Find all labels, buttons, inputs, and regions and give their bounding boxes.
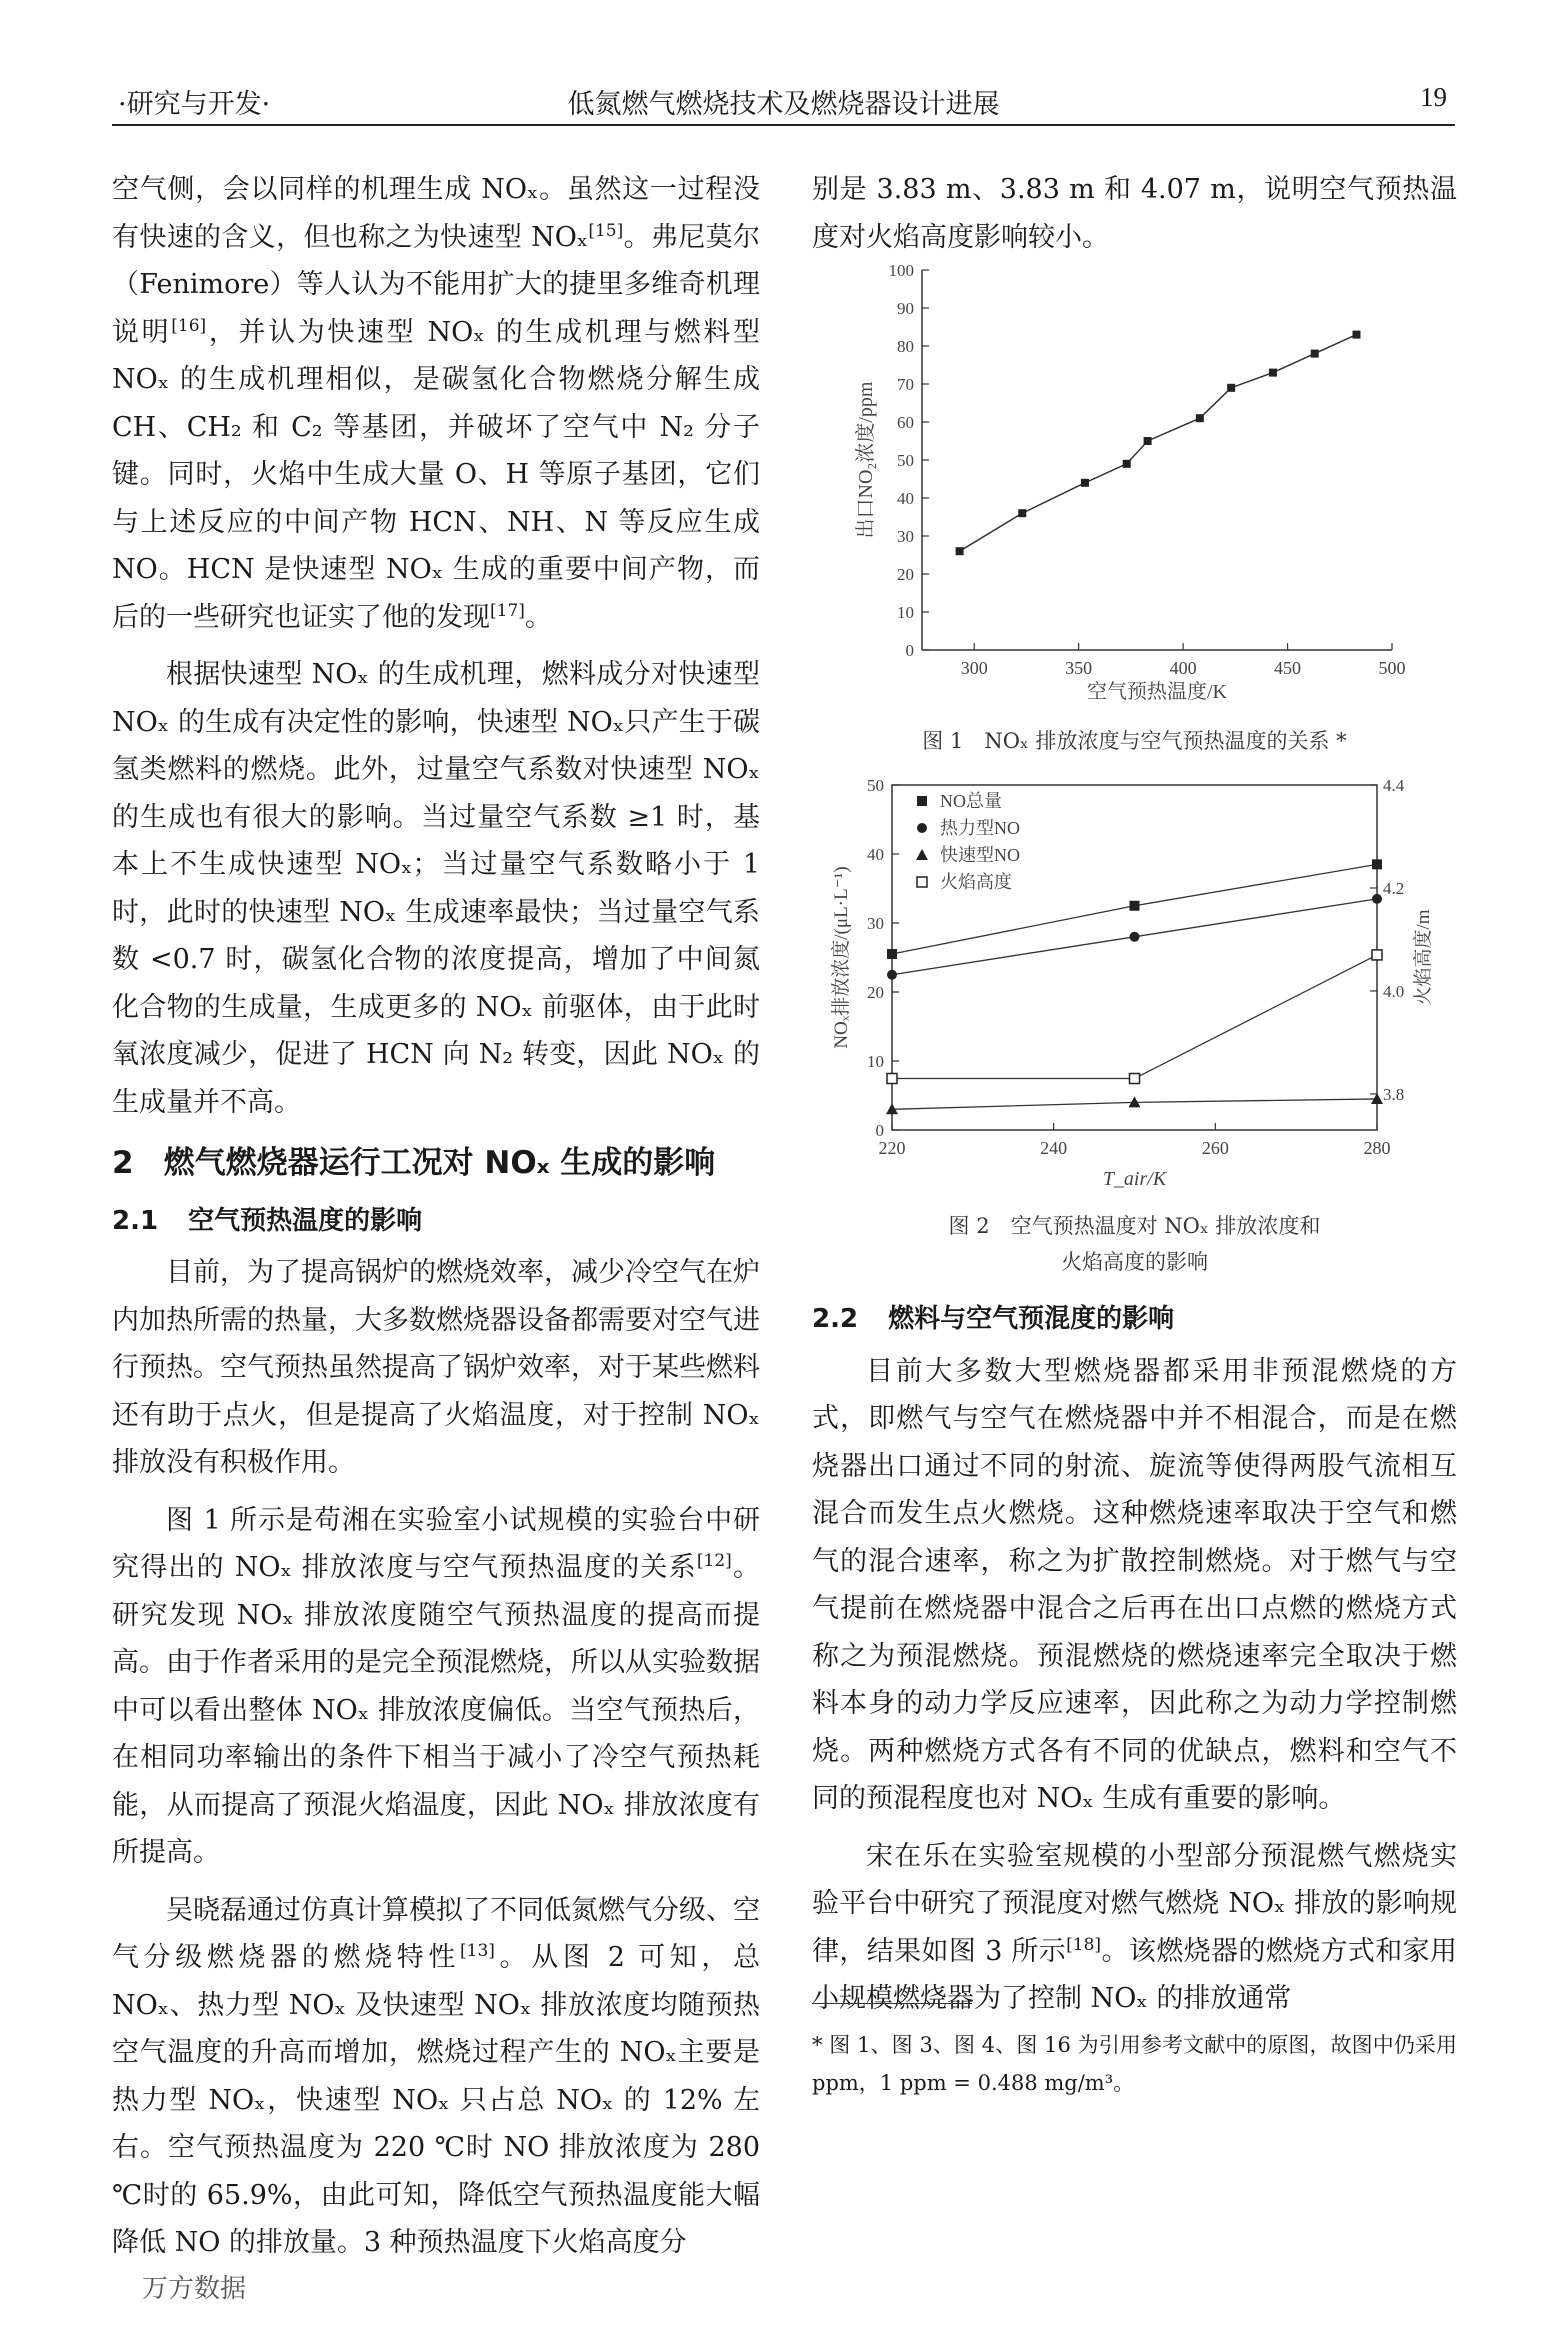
y-tick-label: 50 (897, 451, 914, 470)
data-point (1269, 369, 1277, 377)
y-tick-label: 10 (867, 1052, 884, 1071)
y-tick-label: 100 (888, 261, 914, 280)
x-tick-label: 280 (1363, 1138, 1391, 1158)
x-tick-label: 240 (1040, 1138, 1068, 1158)
y-tick-label: 50 (867, 776, 884, 795)
subsection-heading: 2.1 空气预热温度的影响 (112, 1205, 423, 1236)
y-tick-label: 30 (897, 527, 914, 546)
y-tick-label: 0 (905, 641, 914, 660)
x-tick-label: 500 (1378, 658, 1406, 678)
watermark-footer: 万方数据 (142, 2274, 247, 2304)
data-point (1130, 932, 1140, 942)
figure-1-chart (812, 250, 1462, 730)
paragraph: 吴晓磊通过仿真计算模拟了不同低氮燃气分级、空气分级燃烧器的燃烧特性[13]。从图 2 可知，总 NOₓ、热力型 NOₓ 及快速型 NOₓ 排放浓度均随预热空气温度的升高而增加，燃烧过程产生的 NOₓ主要是热力型 NOₓ，快速型 NOₓ 只占总 NOₓ 的 12% 左右。空气预热温度为 220 ℃时 NO 排放浓度为 280 ℃时的 65.9%，由此可知，降低空气预热温度能大幅降低 NO 的排放量。3 种预热温度下火焰高度分 (112, 1894, 761, 2258)
section-heading: 2 燃气燃烧器运行工况对 NOₓ 生成的影响 (112, 1145, 716, 1181)
paragraph: 目前，为了提高锅炉的燃烧效率，减少冷空气在炉内加热所需的热量，大多数燃烧器设备都需要对空气进行预热。空气预热虽然提高了锅炉效率，对于某些燃料还有助于点火，但是提高了火焰温度，对于控制 NOₓ 排放没有积极作用。 (112, 1257, 760, 1478)
x-axis-label: T_air/K (1102, 1168, 1167, 1190)
y-tick-label: 60 (897, 413, 914, 432)
data-point (1196, 414, 1204, 422)
y-tick-label: 0 (875, 1121, 884, 1140)
data-point (887, 970, 897, 980)
data-point (917, 796, 927, 806)
legend-label: 快速型NO (940, 845, 1020, 865)
right-column-top (812, 166, 1457, 261)
page-number: 19 (1420, 82, 1447, 112)
footnote-rule (812, 2003, 972, 2004)
right-y-tick-label: 4.4 (1383, 776, 1405, 795)
x-tick-label: 400 (1169, 658, 1197, 678)
data-point (917, 823, 927, 833)
footnote: * 图 1、图 3、图 4、图 16 为引用参考文献中的原图，故图中仍采用 ppm，1 ppm = 0.488 mg/m³。 (812, 2033, 1457, 2095)
right-column-bottom (812, 1294, 1457, 2023)
y-tick-label: 20 (897, 565, 914, 584)
left-column (112, 166, 760, 2267)
paragraph: 宋在乐在实验室规模的小型部分预混燃气燃烧实验平台中研究了预混度对燃气燃烧 NOₓ 排放的影响规律，结果如图 3 所示[18]。该燃烧器的燃烧方式和家用小规模燃烧器为了控制 NOₓ 的排放通常 (812, 1840, 1458, 2014)
y-axis-label: 出口NO₂浓度/ppm (855, 381, 877, 539)
data-point (956, 547, 964, 555)
legend-label: 热力型NO (940, 818, 1020, 838)
data-point (1144, 437, 1152, 445)
running-header (112, 78, 1455, 126)
data-point (887, 1074, 897, 1084)
legend-label: NO总量 (940, 791, 1002, 811)
data-point (1372, 894, 1382, 904)
data-point (887, 949, 897, 959)
paragraph: 空气侧，会以同样的机理生成 NOₓ。虽然这一过程没有快速的含义，但也称之为快速型 NOₓ[15]。弗尼莫尔（Fenimore）等人认为不能用扩大的捷里多维奇机理说明[16]，并认为快速型 NOₓ 的生成机理与燃料型 NOₓ 的生成机理相似，是碳氢化合物燃烧分解生成 CH、CH₂ 和 C₂ 等基团，并破坏了空气中 N₂ 分子键。同时，火焰中生成大量 O、H 等原子基团，它们与上述反应的中间产物 HCN、NH、N 等反应生成 NO。HCN 是快速型 NOₓ 生成的重要中间产物，而后的一些研究也证实了他的发现[17]。 (112, 174, 761, 633)
x-tick-label: 220 (878, 1138, 906, 1158)
data-point (916, 849, 928, 860)
subsection-heading: 2.2 燃料与空气预混度的影响 (812, 1304, 1175, 1334)
data-point (1311, 350, 1319, 358)
figure-1-caption: 图 1 NOₓ 排放浓度与空气预热温度的关系 * (922, 729, 1347, 753)
right-y-tick-label: 4.2 (1383, 878, 1405, 898)
series-line (892, 955, 1377, 1079)
data-point (1130, 901, 1140, 911)
data-point (917, 877, 927, 887)
y-tick-label: 20 (867, 983, 884, 1002)
right-y-tick-label: 4.0 (1383, 981, 1405, 1001)
y-tick-label: 80 (897, 337, 914, 356)
right-y-tick-label: 3.8 (1383, 1084, 1405, 1104)
y-tick-label: 40 (897, 489, 914, 508)
legend-label: 火焰高度 (940, 872, 1012, 892)
y-tick-label: 10 (897, 603, 914, 622)
data-point (1018, 509, 1026, 517)
x-axis-label: 空气预热温度/K (1087, 681, 1227, 703)
data-point (1081, 479, 1089, 487)
section-label: ·研究与开发· (118, 89, 271, 120)
data-point (1123, 460, 1131, 468)
y-tick-label: 90 (897, 299, 914, 318)
y-axis-label: NOₓ排放浓度/(μL·L⁻¹) (831, 866, 852, 1049)
y-tick-label: 40 (867, 845, 884, 864)
figure-2-caption: 图 2 空气预热温度对 NOₓ 排放浓度和 火焰高度的影响 (948, 1214, 1321, 1274)
right-y-axis-label: 火焰高度/m (1413, 909, 1434, 1006)
article-title: 低氮燃气燃烧技术及燃烧器设计进展 (567, 89, 1000, 120)
paragraph: 图 1 所示是苟湘在实验室小试规模的实验台中研究得出的 NOₓ 排放浓度与空气预热温度的关系[12]。研究发现 NOₓ 排放浓度随空气预热温度的提高而提高。由于作者采用的是完全预混燃烧，所以从实验数据中可以看出整体 NOₓ 排放浓度偏低。当空气预热后，在相同功率输出的条件下相当于减小了冷空气预热耗能，从而提高了预混火焰温度，因此 NOₓ 排放浓度有所提高。 (112, 1504, 761, 1868)
y-tick-label: 30 (867, 914, 884, 933)
data-point (1372, 950, 1382, 960)
data-point (1130, 1074, 1140, 1084)
paragraph: 别是 3.83 m、3.83 m 和 4.07 m，说明空气预热温度对火焰高度影响较小。 (812, 174, 1457, 253)
x-tick-label: 450 (1274, 658, 1302, 678)
x-tick-label: 300 (960, 658, 988, 678)
figure-2-chart (812, 770, 1462, 1200)
y-tick-label: 70 (897, 375, 914, 394)
paragraph: 目前大多数大型燃烧器都采用非预混燃烧的方式，即燃气与空气在燃烧器中并不相混合，而是在燃烧器出口通过不同的射流、旋流等使得两股气流相互混合而发生点火燃烧。这种燃烧速率取决于空气和燃气的混合速率，称之为扩散控制燃烧。对于燃气与空气提前在燃烧器中混合之后再在出口点燃的燃烧方式称之为预混燃烧。预混燃烧的燃烧速率完全取决于燃料本身的动力学反应速率，因此称之为动力学控制燃烧。两种燃烧方式各有不同的优缺点，燃料和空气不同的预混程度也对 NOₓ 生成有重要的影响。 (812, 1355, 1457, 1814)
data-point (1227, 384, 1235, 392)
data-point (1372, 859, 1382, 869)
data-line (960, 335, 1357, 552)
data-point (1352, 331, 1360, 339)
x-tick-label: 350 (1065, 658, 1093, 678)
paragraph: 根据快速型 NOₓ 的生成机理，燃料成分对快速型 NOₓ 的生成有决定性的影响，快速型 NOₓ只产生于碳氢类燃料的燃烧。此外，过量空气系数对快速型 NOₓ 的生成也有很大的影响。当过量空气系数 ≥1 时，基本上不生成快速型 NOₓ；当过量空气系数略小于 1 时，此时的快速型 NOₓ 生成速率最快；当过量空气系数 <0.7 时，碳氢化合物的浓度提高，增加了中间氮化合物的生成量，生成更多的 NOₓ 前驱体，由于此时氧浓度减少，促进了 HCN 向 N₂ 转变，因此 NOₓ 的生成量并不高。 (112, 659, 760, 1118)
x-tick-label: 260 (1201, 1138, 1229, 1158)
